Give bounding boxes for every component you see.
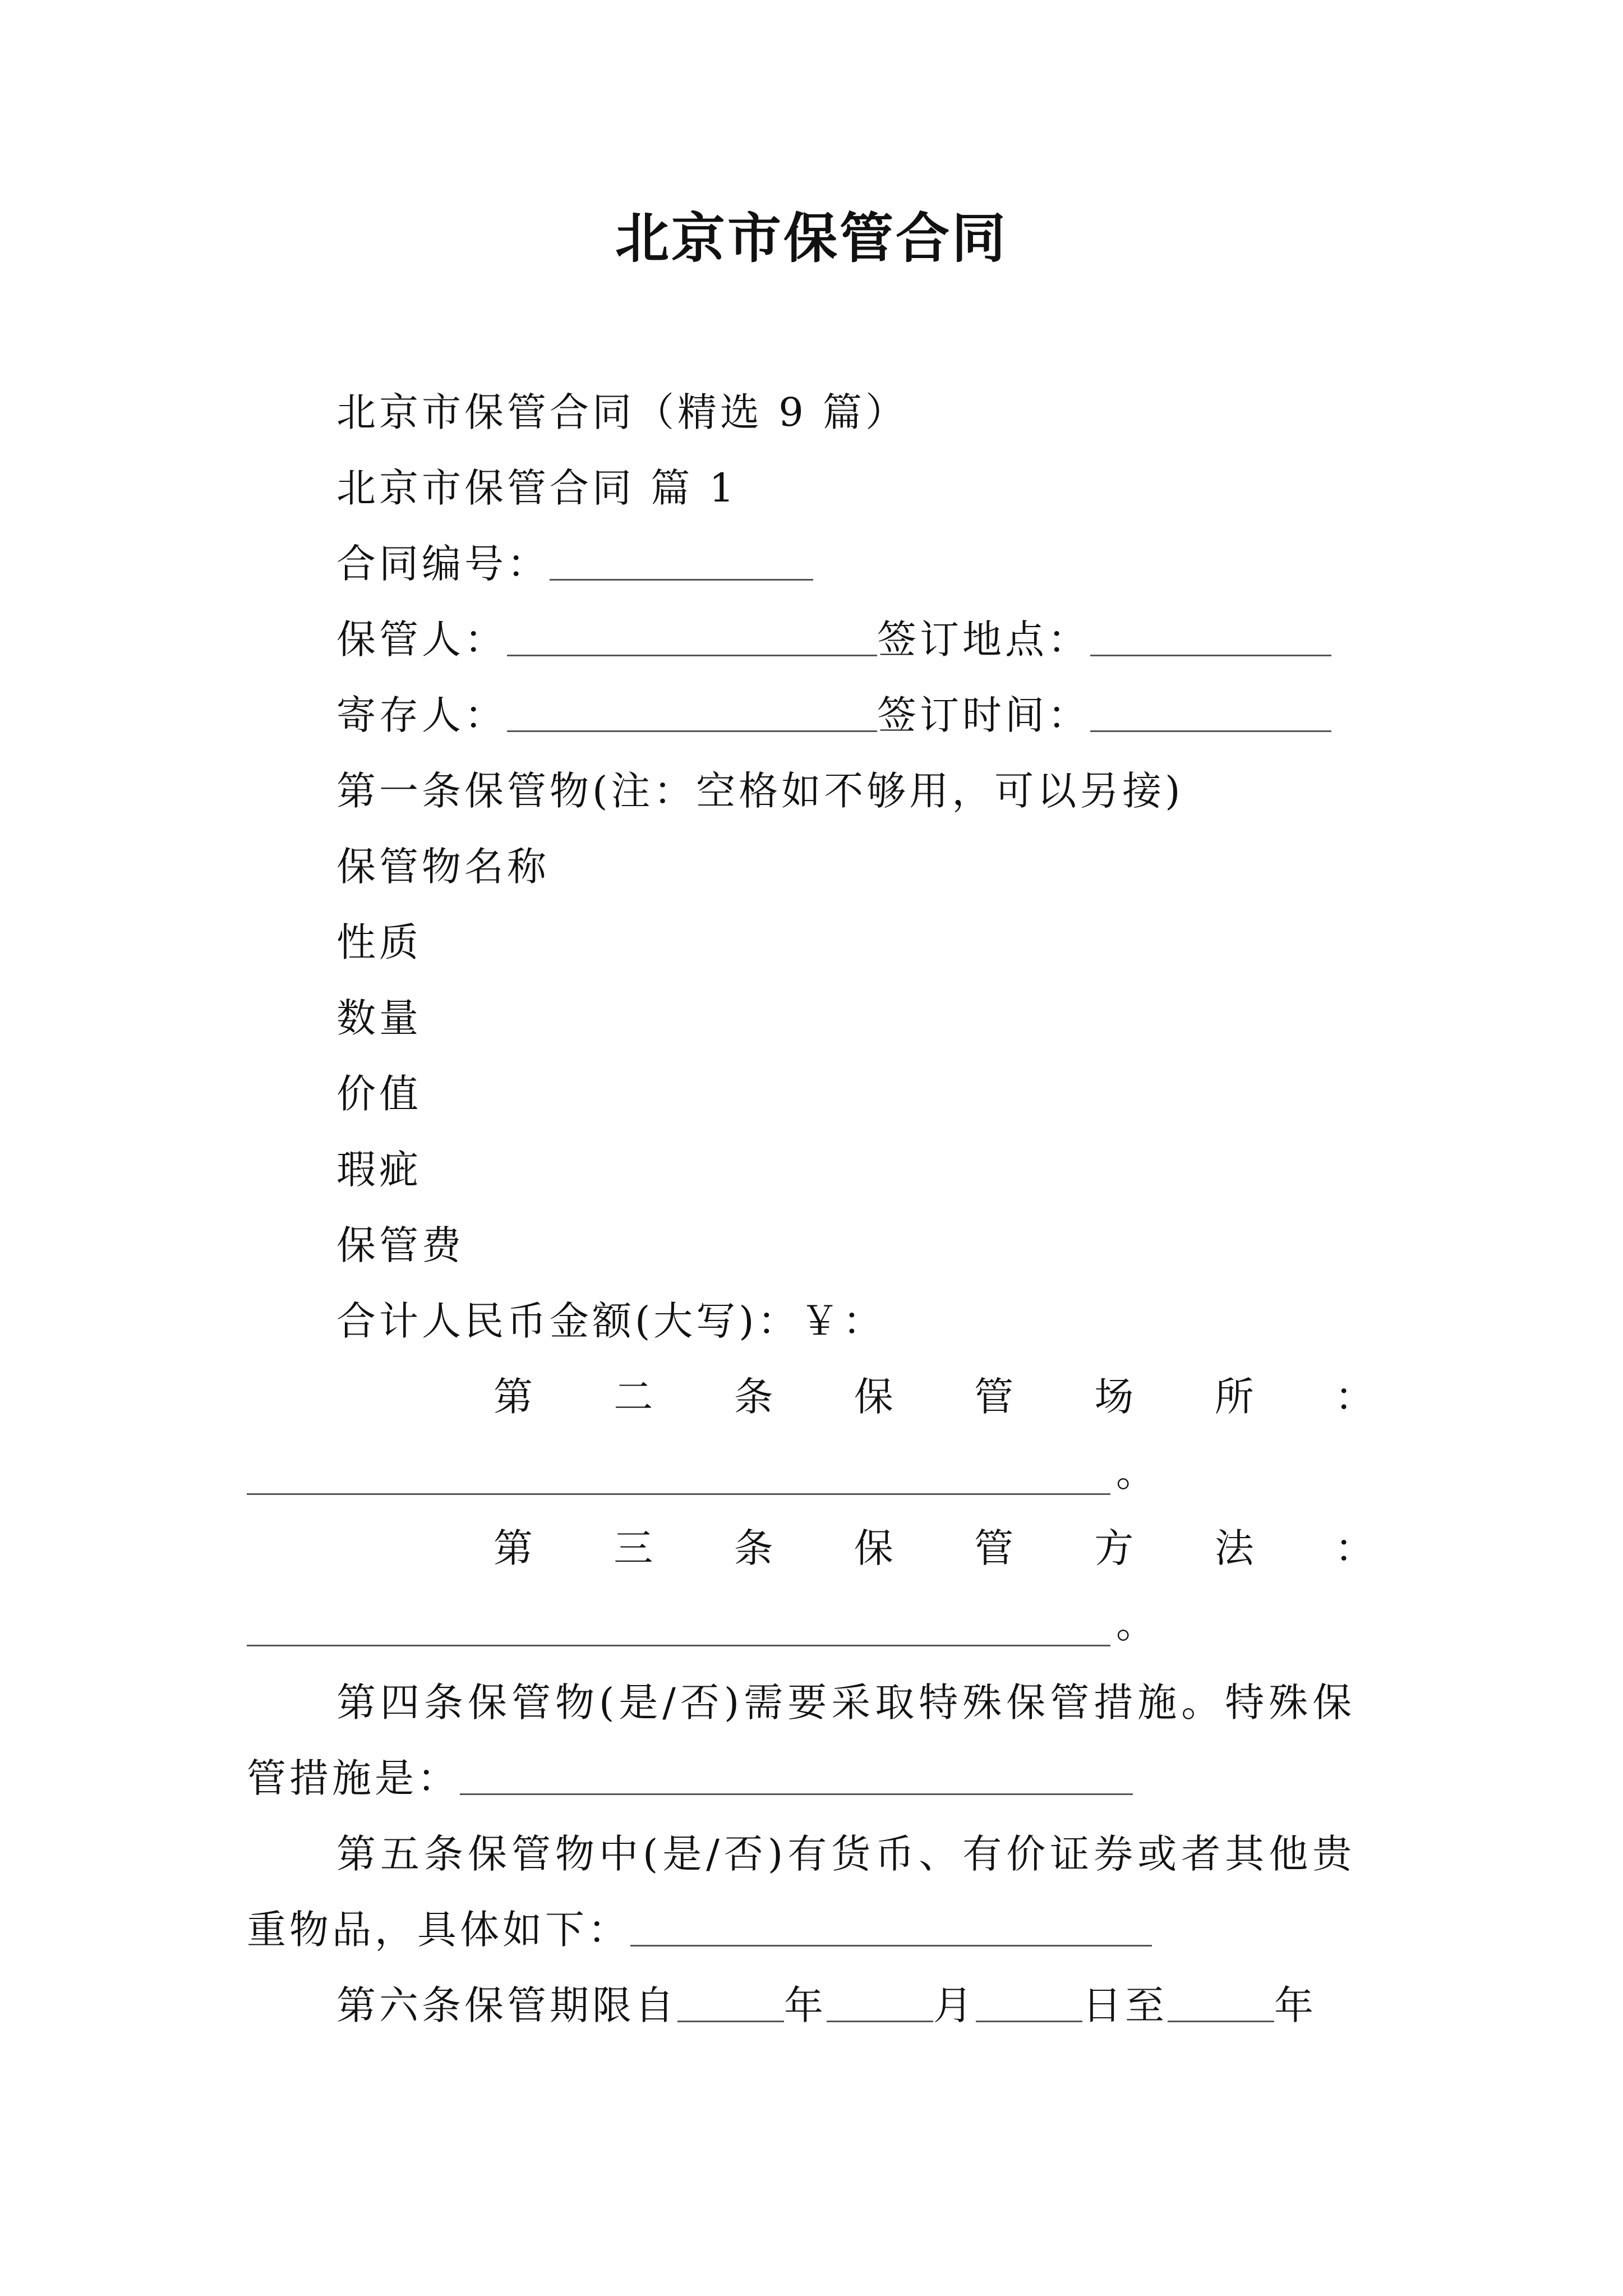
article-6-line xyxy=(336,1977,1317,2033)
article-2-char: 场 xyxy=(1094,1374,1134,1420)
article-3-char: 方 xyxy=(1094,1525,1134,1571)
article-3-char: 三 xyxy=(614,1525,653,1571)
item-quantity-label: 数量 xyxy=(336,995,422,1041)
article-3-blank xyxy=(247,1644,1110,1646)
article-5-line-2 xyxy=(247,1902,1152,1958)
section-heading: 北京市保管合同 篇 1 xyxy=(336,465,738,511)
article-6-label: 第六条保管期限自 xyxy=(336,1982,677,2028)
keeper-blank xyxy=(507,615,877,656)
sign-time-blank xyxy=(1090,691,1331,732)
contract-number-blank xyxy=(550,540,813,581)
sign-place-blank xyxy=(1090,615,1331,656)
sign-time-label: 签订时间： xyxy=(877,692,1090,738)
start-year-blank xyxy=(677,1981,784,2022)
depositor-label: 寄存人： xyxy=(336,692,507,738)
item-name-label: 保管物名称 xyxy=(336,844,550,890)
item-defect-label: 瑕疵 xyxy=(336,1147,422,1193)
contract-number-label: 合同编号： xyxy=(336,541,550,587)
article-4-line-2 xyxy=(247,1750,1133,1806)
article-5-blank xyxy=(630,1906,1152,1947)
year-unit: 年 xyxy=(784,1982,827,2028)
article-3-period: 。 xyxy=(1116,1601,1155,1647)
article-2-char: 第 xyxy=(494,1374,533,1420)
article-3-char: 第 xyxy=(494,1525,533,1571)
total-amount-line: 合计人民币金额(大写)：￥： xyxy=(336,1298,886,1344)
item-value-label: 价值 xyxy=(336,1071,422,1117)
article-2-char: ： xyxy=(1334,1374,1374,1420)
article-2-blank xyxy=(247,1492,1110,1495)
article-2-char: 所 xyxy=(1214,1374,1254,1420)
end-year-blank xyxy=(1168,1981,1274,2022)
article-4-label: 管措施是： xyxy=(247,1755,460,1801)
sign-place-label: 签订地点： xyxy=(877,616,1090,662)
document-title: 北京市保管合同 xyxy=(615,206,1008,270)
article-5-label: 重物品，具体如下： xyxy=(247,1907,630,1953)
article-2-char: 条 xyxy=(734,1374,773,1420)
day-to-unit: 日至 xyxy=(1082,1982,1168,2028)
article-2-heading xyxy=(494,1369,1374,1425)
end-year-unit: 年 xyxy=(1274,1982,1317,2028)
article-3-char: 法 xyxy=(1214,1525,1254,1571)
article-2-char: 管 xyxy=(974,1374,1014,1420)
article-2-period: 。 xyxy=(1116,1450,1155,1496)
keeper-label: 保管人： xyxy=(336,616,507,662)
article-4-blank xyxy=(460,1754,1133,1795)
document-subtitle: 北京市保管合同（精选 9 篇） xyxy=(336,389,909,435)
item-nature-label: 性质 xyxy=(336,919,422,965)
start-month-blank xyxy=(827,1981,933,2022)
article-5-line-1: 第五条保管物中(是/否)有货币、有价证券或者其他贵 xyxy=(336,1831,1357,1877)
contract-number-line xyxy=(336,536,813,592)
depositor-line xyxy=(336,687,1331,743)
article-3-char: ： xyxy=(1334,1525,1374,1571)
keeper-line xyxy=(336,611,1331,668)
item-fee-label: 保管费 xyxy=(336,1222,464,1268)
article-2-char: 二 xyxy=(614,1374,653,1420)
month-unit: 月 xyxy=(933,1982,976,2028)
article-3-char: 保 xyxy=(854,1525,893,1571)
article-3-heading xyxy=(494,1520,1374,1576)
article-1: 第一条保管物(注：空格如不够用，可以另接) xyxy=(336,768,1184,814)
article-4-line-1: 第四条保管物(是/否)需要采取特殊保管措施。特殊保 xyxy=(336,1680,1357,1726)
article-3-char: 条 xyxy=(734,1525,773,1571)
article-2-char: 保 xyxy=(854,1374,893,1420)
depositor-blank xyxy=(507,691,877,732)
start-day-blank xyxy=(976,1981,1082,2022)
article-3-char: 管 xyxy=(974,1525,1014,1571)
